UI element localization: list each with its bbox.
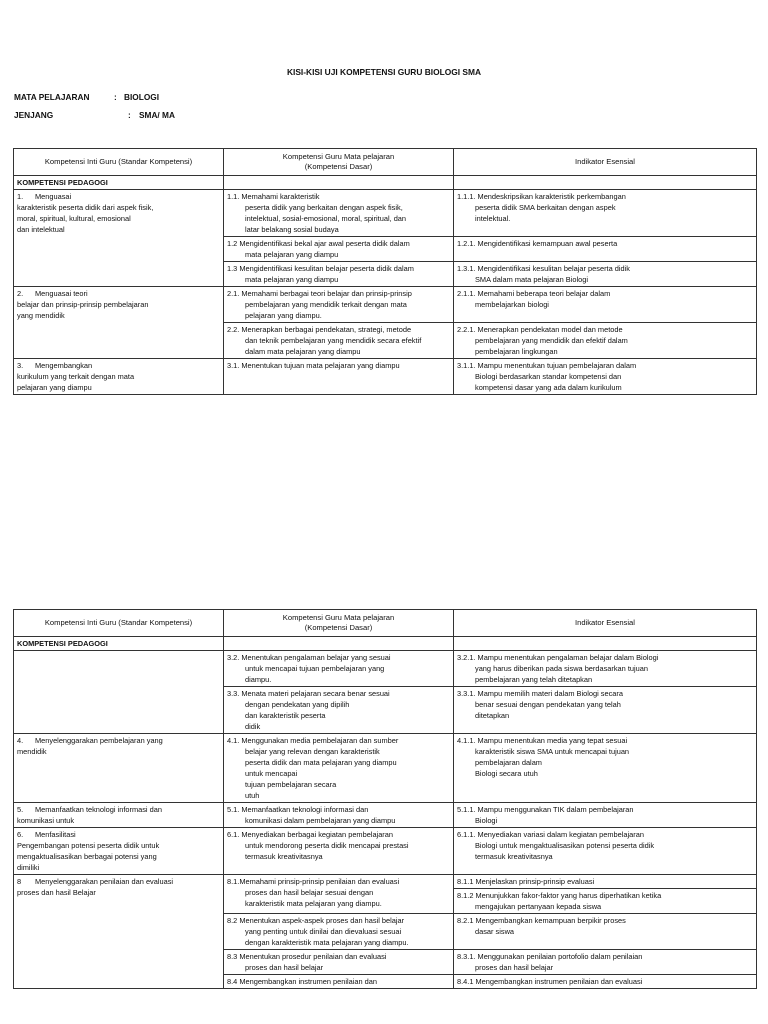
ie-line: ditetapkan — [475, 711, 510, 720]
kd-line: peserta didik yang berkaitan dengan aspek fisik, — [245, 203, 403, 212]
kd-line: dalam mata pelajaran yang diampu — [245, 347, 361, 356]
kompetensi-inti-cell — [14, 287, 224, 359]
ie-line: 6.1.1. Menyediakan variasi dalam kegiatan pembelajaran — [457, 830, 644, 839]
indikator-cell — [454, 889, 757, 914]
indikator-cell — [454, 359, 757, 395]
kompetensi-inti-cell — [14, 651, 224, 734]
indikator-cell — [454, 803, 757, 828]
ie-line: 8.1.2 Menunjukkan fakor-faktor yang harus diperhatikan ketika — [457, 891, 662, 900]
kd-line: 1.3 Mengidentifikasi kesulitan belajar peserta didik dalam — [227, 264, 414, 273]
kd-line: 1.1. Memahami karakteristik — [227, 192, 320, 201]
kd-line: latar belakang sosial budaya — [245, 225, 339, 234]
ki-line: belajar dan prinsip-prinsip pembelajaran — [17, 300, 149, 309]
kompetensi-dasar-cell — [224, 237, 454, 262]
ie-line: 1.3.1. Mengidentifikasi kesulitan belajar peserta didik — [457, 264, 630, 273]
kisi-table-1 — [13, 148, 757, 395]
kompetensi-dasar-cell — [224, 914, 454, 950]
kd-line: proses dan hasil belajar sesuai dengan — [245, 888, 374, 897]
ki-line: Menguasai teori — [35, 289, 88, 298]
header-indikator: Indikator Esensial — [454, 610, 757, 637]
ie-line: benar sesuai dengan pendekatan yang telah — [475, 700, 621, 709]
kd-line: tujuan pembelajaran secara — [245, 780, 337, 789]
ki-number: 8 — [17, 877, 22, 886]
empty-cell — [224, 176, 454, 190]
kisi-table-2 — [13, 609, 757, 989]
level-label: JENJANG — [14, 110, 54, 120]
ki-line: Menyelenggarakan penilaian dan evaluasi — [35, 877, 174, 886]
ie-line: termasuk kreativitasnya — [475, 852, 553, 861]
kompetensi-dasar-cell — [224, 359, 454, 395]
section-row — [14, 176, 757, 190]
table-row — [14, 803, 757, 828]
ie-line: 4.1.1. Mampu menentukan media yang tepat sesuai — [457, 736, 628, 745]
kompetensi-dasar-cell — [224, 828, 454, 875]
ki-line: mengaktualisasikan berbagai potensi yang — [17, 852, 157, 861]
indikator-cell — [454, 687, 757, 734]
ki-line: pelajaran yang diampu — [17, 383, 92, 392]
kd-line: untuk mendorong peserta didik mencapai prestasi — [245, 841, 409, 850]
kd-line: 2.1. Memahami berbagai teori belajar dan prinsip-prinsip — [227, 289, 412, 298]
ki-line: yang mendidik — [17, 311, 65, 320]
table-row — [14, 875, 757, 889]
indikator-cell — [454, 828, 757, 875]
section-label: KOMPETENSI PEDAGOGI — [14, 176, 224, 190]
ki-line: dimiliki — [17, 863, 40, 872]
ki-line: dan intelektual — [17, 225, 65, 234]
indikator-cell — [454, 287, 757, 323]
ie-line: 2.1.1. Memahami beberapa teori belajar dalam — [457, 289, 611, 298]
kompetensi-dasar-cell — [224, 190, 454, 237]
ki-number: 1. — [17, 192, 24, 201]
ie-line: pembelajaran lingkungan — [475, 347, 558, 356]
kd-line: 3.2. Menentukan pengalaman belajar yang sesuai — [227, 653, 391, 662]
kompetensi-inti-cell — [14, 734, 224, 803]
header-indikator: Indikator Esensial — [454, 149, 757, 176]
ki-line: proses dan hasil Belajar — [17, 888, 96, 897]
ki-line: komunikasi untuk — [17, 816, 75, 825]
empty-cell — [454, 637, 757, 651]
ki-line: karakteristik peserta didik dari aspek fisik, — [17, 203, 154, 212]
subject-label: MATA PELAJARAN — [14, 92, 90, 102]
kompetensi-dasar-cell — [224, 651, 454, 687]
kd-line: 8.1.Memahami prinsip-prinsip penilaian dan evaluasi — [227, 877, 400, 886]
kd-line: belajar yang relevan dengan karakteristik — [245, 747, 380, 756]
kd-line: 3.1. Menentukan tujuan mata pelajaran yang diampu — [227, 361, 400, 370]
kd-line: dengan pendekatan yang dipilih — [245, 700, 350, 709]
kompetensi-dasar-cell — [224, 323, 454, 359]
kd-line: dan karakteristik peserta — [245, 711, 326, 720]
kd-line: komunikasi dalam pembelajaran yang diampu — [245, 816, 396, 825]
table-header-row — [14, 149, 757, 176]
kd-line: utuh — [245, 791, 260, 800]
indikator-cell — [454, 651, 757, 687]
ie-line: pembelajaran dalam — [475, 758, 542, 767]
header-kompetensi-inti: Kompetensi Inti Guru (Standar Kompetensi) — [14, 610, 224, 637]
kd-line: pembelajaran yang mendidik terkait dengan mata — [245, 300, 407, 309]
indikator-cell — [454, 975, 757, 989]
ie-line: 8.3.1. Menggunakan penilaian portofolio dalam penilaian — [457, 952, 643, 961]
ie-line: dasar siswa — [475, 927, 515, 936]
indikator-cell — [454, 734, 757, 803]
ki-line: moral, spiritual, kultural, emosional — [17, 214, 131, 223]
table-row — [14, 287, 757, 323]
empty-cell — [454, 176, 757, 190]
ie-line: 8.2.1 Mengembangkan kemampuan berpikir proses — [457, 916, 626, 925]
kd-line: termasuk kreativitasnya — [245, 852, 323, 861]
kd-line: 6.1. Menyediakan berbagai kegiatan pembelajaran — [227, 830, 393, 839]
kd-line: dan teknik pembelajaran yang mendidik secara efektif — [245, 336, 422, 345]
header-kompetensi-dasar — [224, 149, 454, 176]
subject-value: BIOLOGI — [124, 92, 160, 102]
ie-line: proses dan hasil belajar — [475, 963, 554, 972]
kd-line: 8.4 Mengembangkan instrumen penilaian dan — [227, 977, 377, 986]
kd-line: 4.1. Menggunakan media pembelajaran dan sumber — [227, 736, 399, 745]
ki-number: 6. — [17, 830, 24, 839]
kompetensi-dasar-cell — [224, 262, 454, 287]
kd-line: diampu. — [245, 675, 272, 684]
table-row — [14, 734, 757, 803]
indikator-cell — [454, 914, 757, 950]
table-row — [14, 828, 757, 875]
header-kd-line2: (Kompetensi Dasar) — [304, 623, 373, 632]
kompetensi-inti-cell — [14, 875, 224, 989]
kompetensi-inti-cell — [14, 359, 224, 395]
kd-line: intelektual, sosial-emosional, moral, spiritual, dan — [245, 214, 407, 223]
kompetensi-dasar-cell — [224, 287, 454, 323]
indikator-cell — [454, 323, 757, 359]
kompetensi-dasar-cell — [224, 803, 454, 828]
kd-line: untuk mencapai tujuan pembelajaran yang — [245, 664, 385, 673]
ki-line: mendidik — [17, 747, 47, 756]
ie-line: peserta didik SMA berkaitan dengan aspek — [475, 203, 616, 212]
kd-line: mata pelajaran yang diampu — [245, 250, 339, 259]
kompetensi-inti-cell — [14, 190, 224, 287]
ki-number: 4. — [17, 736, 24, 745]
ie-line: SMA dalam mata pelajaran Biologi — [475, 275, 588, 284]
document-title: KISI-KISI UJI KOMPETENSI GURU BIOLOGI SMA — [286, 67, 482, 77]
ie-line: 8.1.1 Menjelaskan prinsip-prinsip evaluasi — [457, 877, 595, 886]
header-kompetensi-inti: Kompetensi Inti Guru (Standar Kompetensi) — [14, 149, 224, 176]
ie-line: mengajukan pertanyaan kepada siswa — [475, 902, 602, 911]
kd-line: yang penting untuk dinilai dan dievaluasi sesuai — [245, 927, 402, 936]
empty-cell — [224, 637, 454, 651]
table-row — [14, 190, 757, 237]
ki-line: Menyelenggarakan pembelajaran yang — [35, 736, 163, 745]
ki-line: Memanfaatkan teknologi informasi dan — [35, 805, 162, 814]
ie-line: 1.1.1. Mendeskripsikan karakteristik perkembangan — [457, 192, 626, 201]
ki-number: 3. — [17, 361, 24, 370]
kd-line: 5.1. Memanfaatkan teknologi informasi dan — [227, 805, 369, 814]
kompetensi-inti-cell — [14, 803, 224, 828]
kompetensi-dasar-cell — [224, 950, 454, 975]
kompetensi-dasar-cell — [224, 875, 454, 914]
indikator-cell — [454, 950, 757, 975]
section-row — [14, 637, 757, 651]
ie-line: kompetensi dasar yang ada dalam kurikulum — [475, 383, 622, 392]
kd-line: dengan karakteristik mata pelajaran yang diampu. — [245, 938, 409, 947]
ie-line: 3.2.1. Mampu menentukan pengalaman belajar dalam Biologi — [457, 653, 659, 662]
subject-colon: : — [114, 92, 117, 102]
kd-line: 3.3. Menata materi pelajaran secara benar sesuai — [227, 689, 390, 698]
level-colon: : — [128, 110, 131, 120]
ie-line: intelektual. — [475, 214, 511, 223]
ki-line: kurikulum yang terkait dengan mata — [17, 372, 135, 381]
header-kd-line2: (Kompetensi Dasar) — [304, 162, 373, 171]
ie-line: 2.2.1. Menerapkan pendekatan model dan metode — [457, 325, 623, 334]
table-row — [14, 359, 757, 395]
ki-line: Pengembangan potensi peserta didik untuk — [17, 841, 160, 850]
ki-number: 5. — [17, 805, 24, 814]
kd-line: peserta didik dan mata pelajaran yang diampu — [245, 758, 397, 767]
ie-line: Biologi — [475, 816, 498, 825]
table-header-row — [14, 610, 757, 637]
indikator-cell — [454, 875, 757, 889]
kd-line: untuk mencapai — [245, 769, 298, 778]
ie-line: yang harus diberikan pada siswa berdasarkan tujuan — [475, 664, 648, 673]
ki-line: Menfasilitasi — [35, 830, 76, 839]
section-label: KOMPETENSI PEDAGOGI — [14, 637, 224, 651]
indikator-cell — [454, 237, 757, 262]
ie-line: 5.1.1. Mampu menggunakan TIK dalam pembelajaran — [457, 805, 634, 814]
kompetensi-inti-cell — [14, 828, 224, 875]
ie-line: Biologi untuk mengaktualisasikan potensi peserta didik — [475, 841, 655, 850]
level-value: SMA/ MA — [139, 110, 175, 120]
kompetensi-dasar-cell — [224, 975, 454, 989]
header-kompetensi-dasar — [224, 610, 454, 637]
ie-line: 3.1.1. Mampu menentukan tujuan pembelajaran dalam — [457, 361, 637, 370]
ie-line: Biologi secara utuh — [475, 769, 538, 778]
ki-number: 2. — [17, 289, 24, 298]
indikator-cell — [454, 262, 757, 287]
kd-line: proses dan hasil belajar — [245, 963, 324, 972]
kompetensi-dasar-cell — [224, 734, 454, 803]
kd-line: mata pelajaran yang diampu — [245, 275, 339, 284]
kd-line: 8.3 Menentukan prosedur penilaian dan evaluasi — [227, 952, 387, 961]
header-kd-line1: Kompetensi Guru Mata pelajaran — [282, 152, 395, 161]
ie-line: 3.3.1. Mampu memilih materi dalam Biologi secara — [457, 689, 623, 698]
ie-line: pembelajaran yang mendidik dan efektif dalam — [475, 336, 628, 345]
kd-line: pelajaran yang diampu. — [245, 311, 322, 320]
kd-line: 2.2. Menerapkan berbagai pendekatan, strategi, metode — [227, 325, 412, 334]
kd-line: didik — [245, 722, 261, 731]
kd-line: 1.2 Mengidentifikasi bekal ajar awal peserta didik dalam — [227, 239, 410, 248]
ie-line: 8.4.1 Mengembangkan instrumen penilaian dan evaluasi — [457, 977, 643, 986]
table-row — [14, 651, 757, 687]
ie-line: Biologi berdasarkan standar kompetensi dan — [475, 372, 622, 381]
kompetensi-dasar-cell — [224, 687, 454, 734]
ie-line: 1.2.1. Mengidentifikasi kemampuan awal peserta — [457, 239, 618, 248]
ki-line: Mengembangkan — [35, 361, 93, 370]
header-kd-line1: Kompetensi Guru Mata pelajaran — [282, 613, 395, 622]
kd-line: 8.2 Menentukan aspek-aspek proses dan hasil belajar — [227, 916, 405, 925]
ki-line: Menguasai — [35, 192, 72, 201]
indikator-cell — [454, 190, 757, 237]
ie-line: membelajarkan biologi — [475, 300, 549, 309]
ie-line: pembelajaran yang telah ditetapkan — [475, 675, 593, 684]
kd-line: karakteristik mata pelajaran yang diampu. — [245, 899, 382, 908]
ie-line: karakteristik siswa SMA untuk mencapai tujuan — [475, 747, 630, 756]
